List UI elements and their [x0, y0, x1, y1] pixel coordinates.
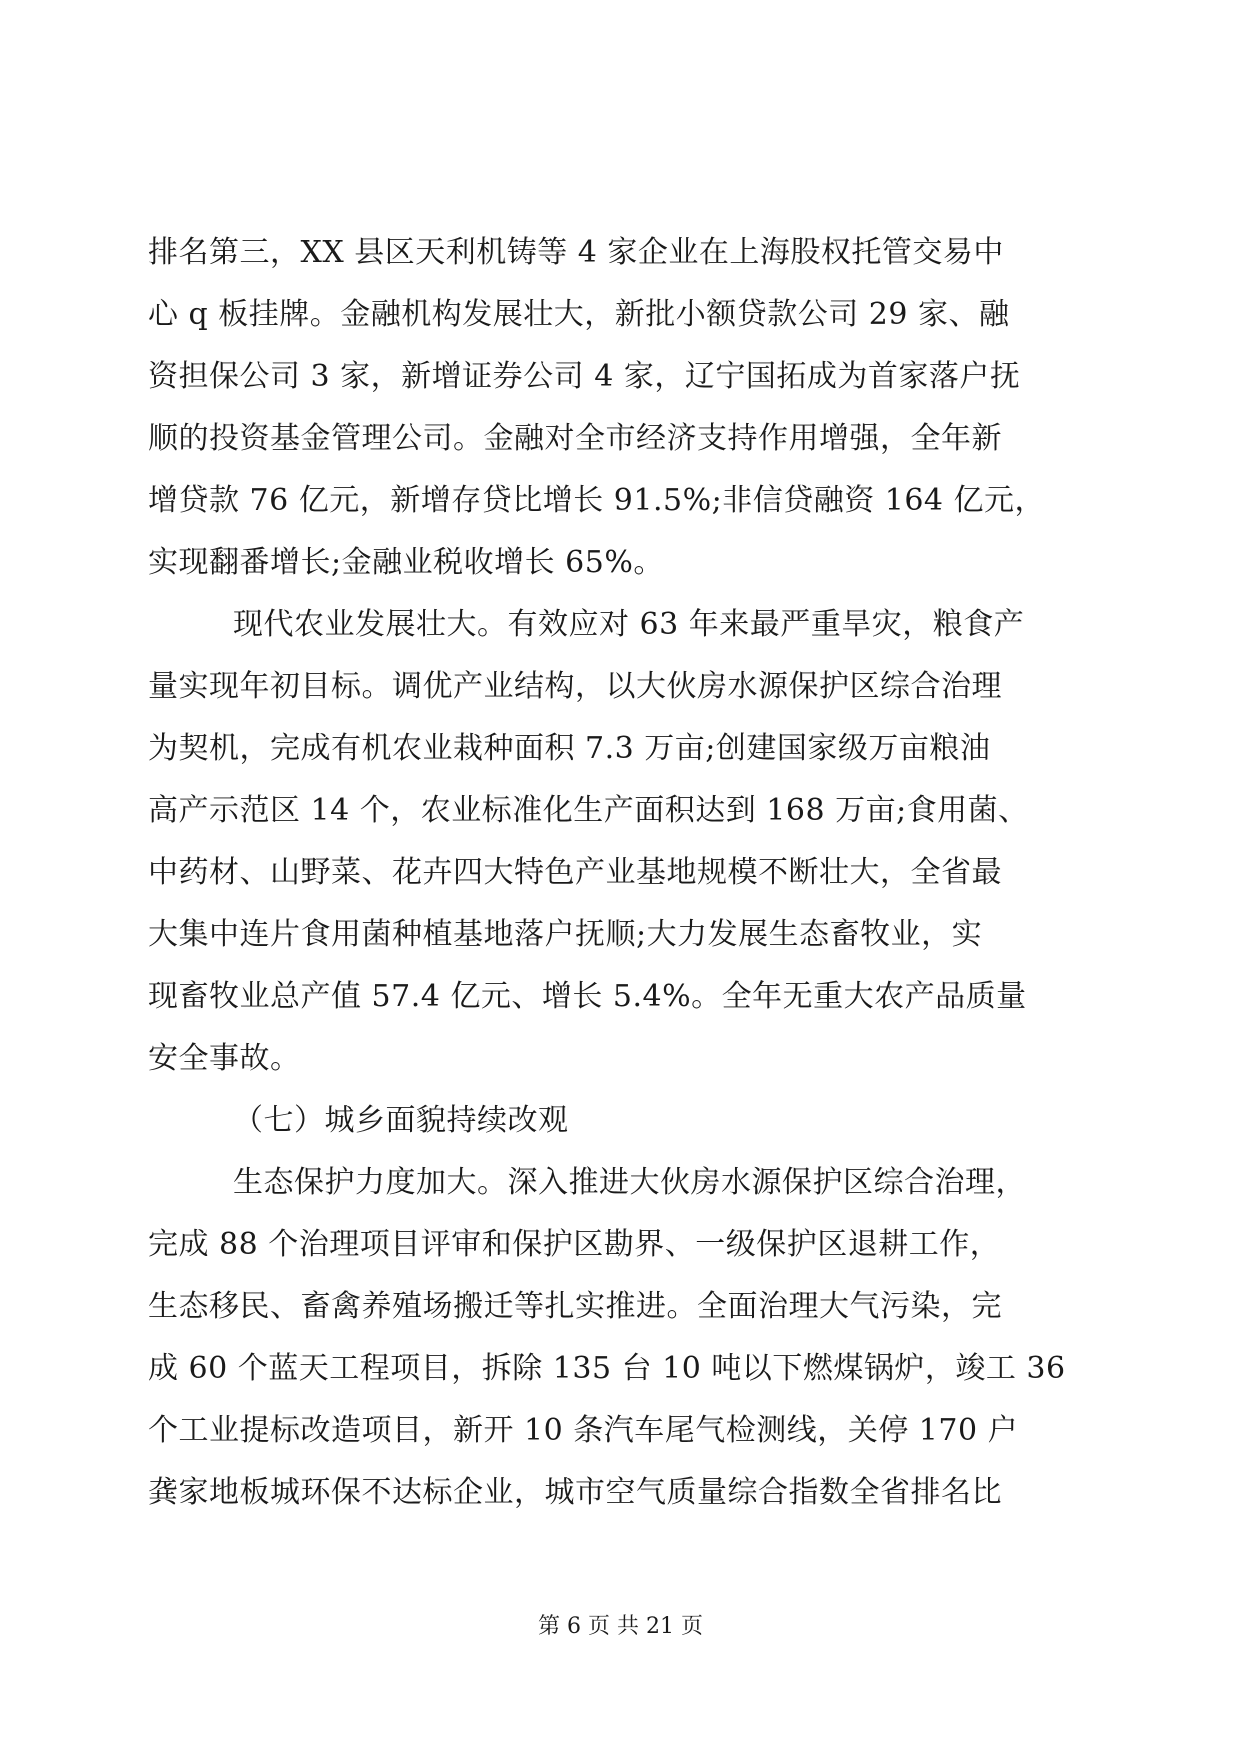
text-line: 龚家地板城环保不达标企业，城市空气质量综合指数全省排名比: [148, 1475, 1002, 1510]
text-line: 量实现年初目标。调优产业结构，以大伙房水源保护区综合治理: [148, 669, 1002, 704]
section-heading: （七）城乡面貌持续改观: [233, 1103, 569, 1138]
text-line: 完成 88 个治理项目评审和保护区勘界、一级保护区退耕工作，: [148, 1227, 1001, 1262]
text-line: 为契机，完成有机农业栽种面积 7.3 万亩;创建国家级万亩粮油: [148, 731, 991, 766]
text-line: 个工业提标改造项目，新开 10 条汽车尾气检测线，关停 170 户: [148, 1413, 1019, 1448]
text-line: 安全事故。: [148, 1041, 301, 1076]
text-line: 现畜牧业总产值 57.4 亿元、增长 5.4%。全年无重大农产品质量: [148, 979, 1027, 1014]
text-line: 心 q 板挂牌。金融机构发展壮大，新批小额贷款公司 29 家、融: [148, 297, 1010, 332]
document-body: [148, 222, 1092, 1524]
text-line: 大集中连片食用菌种植基地落户抚顺;大力发展生态畜牧业，实: [148, 917, 983, 952]
paragraph-start-line: 生态保护力度加大。深入推进大伙房水源保护区综合治理，: [233, 1165, 1026, 1200]
text-line: 实现翻番增长;金融业税收增长 65%。: [148, 545, 664, 580]
text-line: 增贷款 76 亿元，新增存贷比增长 91.5%;非信贷融资 164 亿元，: [148, 483, 1046, 518]
page-number-footer: 第 6 页 共 21 页: [538, 1614, 703, 1639]
text-line: 成 60 个蓝天工程项目，拆除 135 台 10 吨以下燃煤锅炉，竣工 36: [148, 1351, 1066, 1386]
text-line: 排名第三，XX 县区天利机铸等 4 家企业在上海股权托管交易中: [148, 235, 1004, 270]
text-line: 资担保公司 3 家，新增证券公司 4 家，辽宁国拓成为首家落户抚: [148, 359, 1021, 394]
text-line: 顺的投资基金管理公司。金融对全市经济支持作用增强，全年新: [148, 421, 1002, 456]
text-line: 中药材、山野菜、花卉四大特色产业基地规模不断壮大，全省最: [148, 855, 1002, 890]
text-line: 高产示范区 14 个，农业标准化生产面积达到 168 万亩;食用菌、: [148, 793, 1029, 828]
text-line: 生态移民、畜禽养殖场搬迁等扎实推进。全面治理大气污染，完: [148, 1289, 1002, 1324]
paragraph-start-line: 现代农业发展壮大。有效应对 63 年来最严重旱灾，粮食产: [233, 607, 1025, 642]
